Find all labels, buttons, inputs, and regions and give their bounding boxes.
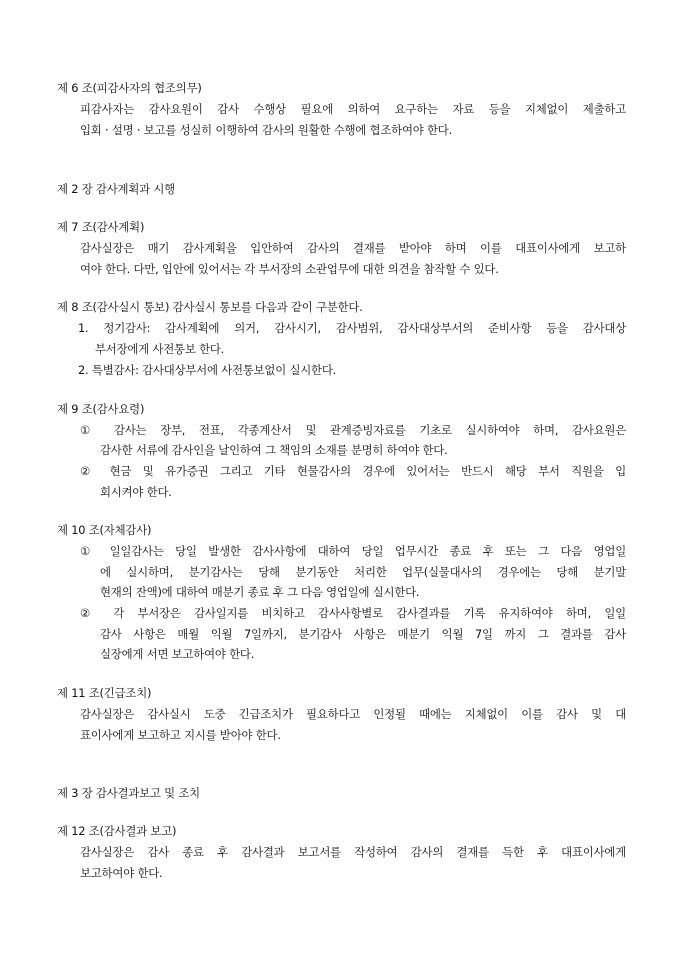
- article-6-heading: 제 6 조(피감사자의 협조의무): [57, 81, 202, 95]
- article-7-line-2: 여야 한다. 다만, 입안에 있어서는 각 부서장의 소관업무에 대한 의견을 참작할 수 있다.: [80, 262, 499, 276]
- article-6-line-1: 피감사자는 감사요원이 감사 수행상 필요에 의하여 요구하는 자료 등을 지체없이 제출하고: [80, 102, 626, 116]
- article-8-item-1-cont: 부서장에게 사전통보 한다.: [95, 342, 225, 356]
- article-10-item-2: ② 각 부서장은 감사일지를 비치하고 감사사항별로 감사결과를 기록 유지하여야 하며, 일일: [80, 606, 626, 620]
- article-10-item-2-cont-1: 감사 사항은 매월 익월 7일까지, 분기감사 사항은 매분기 익월 7일 까지 그 결과를 감사: [100, 627, 626, 641]
- article-10-item-1: ① 일일감사는 당일 발생한 감사사항에 대하여 당일 업무시간 종료 후 또는 그 다음 영업일: [80, 544, 626, 558]
- article-9-item-1: ① 감사는 장부, 전표, 각종계산서 및 관계증빙자료를 기초로 실시하여야 하며, 감사요원은: [80, 423, 626, 437]
- article-11-line-2: 표이사에게 보고하고 지시를 받아야 한다.: [80, 728, 281, 742]
- article-8-item-1: 1. 정기감사: 감사계획에 의거, 감사시기, 감사범위, 감사대상부서의 준비사항 등을 감사대상: [78, 321, 626, 335]
- article-6-line-2: 입회 · 설명 · 보고를 성실히 이행하여 감사의 원활한 수행에 협조하여야 한다.: [80, 123, 452, 137]
- article-8-heading: 제 8 조(감사실시 통보) 감사실시 통보를 다음과 같이 구분한다.: [57, 300, 363, 314]
- article-12-line-1: 감사실장은 감사 종료 후 감사결과 보고서를 작성하여 감사의 결재를 득한 후 대표이사에게: [80, 845, 626, 859]
- article-9-item-1-cont: 감사한 서류에 감사인을 날인하여 그 책임의 소재를 분명히 하여야 한다.: [100, 443, 448, 457]
- article-10-item-2-cont-2: 실장에게 서면 보고하여야 한다.: [100, 647, 255, 661]
- article-12-line-2: 보고하여야 한다.: [80, 866, 163, 880]
- article-8-item-2: 2. 특별감사: 감사대상부서에 사전통보없이 실시한다.: [78, 363, 337, 377]
- article-7-line-1: 감사실장은 매기 감사계획을 입안하여 감사의 결재를 받아야 하며 이를 대표이사에게 보고하: [80, 241, 626, 255]
- chapter-2-heading: 제 2 장 감사계획과 시행: [57, 182, 175, 196]
- article-11-line-1: 감사실장은 감사실시 도중 긴급조치가 필요하다고 인정될 때에는 지체없이 이를 감사 및 대: [80, 707, 626, 721]
- chapter-3-heading: 제 3 장 감사결과보고 및 조치: [57, 786, 200, 800]
- article-9-heading: 제 9 조(감사요령): [57, 402, 145, 416]
- article-10-heading: 제 10 조(자체감사): [57, 523, 152, 537]
- article-7-heading: 제 7 조(감사계획): [57, 220, 145, 234]
- article-11-heading: 제 11 조(긴급조치): [57, 686, 152, 700]
- article-9-item-2-cont: 회시켜야 한다.: [100, 485, 172, 499]
- article-10-item-1-cont-2: 현재의 잔액)에 대하여 매분기 종료 후 그 다음 영업일에 실시한다.: [100, 585, 420, 599]
- article-10-item-1-cont-1: 에 실시하며, 분기감사는 당해 분기동안 처리한 업무(실물대사의 경우에는 당해 분기말: [100, 565, 626, 579]
- article-12-heading: 제 12 조(감사결과 보고): [57, 824, 177, 838]
- article-9-item-2: ② 현금 및 유가증권 그리고 기타 현물감사의 경우에 있어서는 반드시 해당 부서 직원을 입: [80, 464, 626, 478]
